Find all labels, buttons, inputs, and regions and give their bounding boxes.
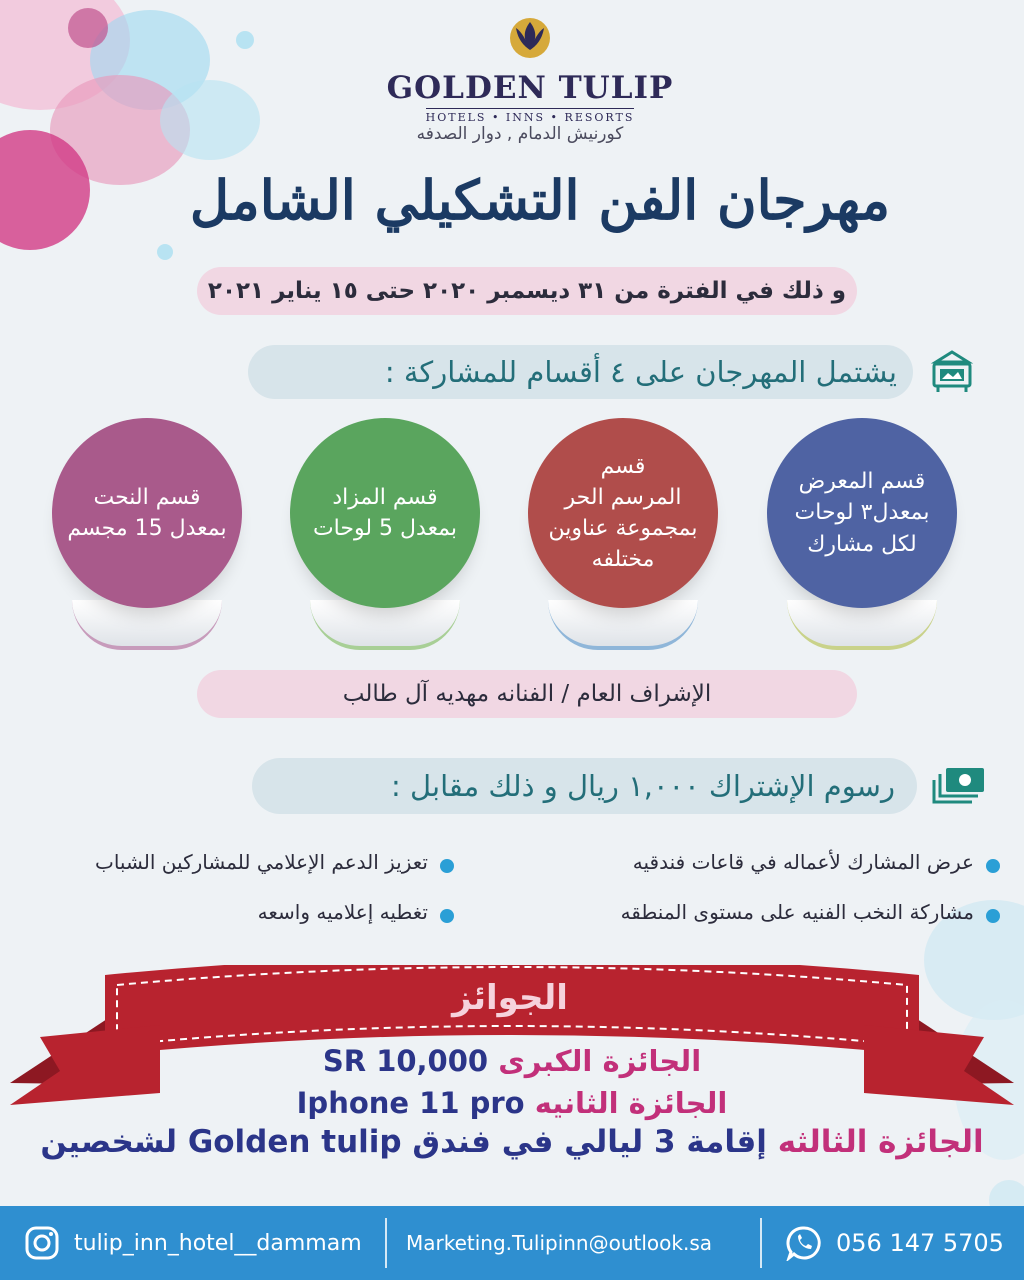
benefit-item: تعزيز الدعم الإعلامي للمشاركين الشباب [4,850,454,874]
prize-second-label: الجائزة الثانيه [534,1086,728,1120]
whatsapp-icon [786,1225,822,1261]
prize-third [0,1124,1024,1160]
footer-divider [385,1218,387,1268]
section-sculpture: قسم النحت بمعدل 15 مجسم [52,418,242,608]
benefit-item: تغطيه إعلاميه واسعه [4,900,454,924]
tulip-logo-icon [506,14,554,62]
prizes-title: الجوائز [452,978,568,1018]
instagram-icon [24,1225,60,1261]
hotel-location: كورنيش الدمام , دوار الصدفه [416,124,624,144]
section-free-studio: قسم المرسم الحر بمجموعة عناوين مختلفه [528,418,718,608]
phone-number: 056 147 5705 [836,1229,1004,1257]
prize-second [0,1086,1024,1120]
prize-second-value: Iphone 11 pro [296,1086,525,1120]
phone-link[interactable] [786,1206,1004,1280]
supervision: الإشراف العام / الفنانه مهديه آل طالب [197,670,857,718]
prize-third-value: إقامة 3 ليالي في فندق Golden tulip لشخصين [40,1124,767,1160]
footer-divider [760,1218,762,1268]
festival-title: مهرجان الفن التشكيلي الشامل [189,168,891,232]
benefit-item: مشاركة النخب الفنيه على مستوى المنطقه [520,900,1000,924]
gallery-icon [928,348,976,396]
section-exhibition: قسم المعرض بمعدل٣ لوحات لكل مشارك [767,418,957,608]
sections-heading: يشتمل المهرجان على ٤ أقسام للمشاركة : [248,345,913,399]
prize-third-label: الجائزة الثالثه [777,1124,984,1160]
email-address: Marketing.Tulipinn@outlook.sa [406,1231,713,1255]
prize-first-label: الجائزة الكبرى [498,1044,702,1078]
brand-tagline: HOTELS • INNS • RESORTS [426,108,635,124]
fee-heading: رسوم الإشتراك ١,٠٠٠ ريال و ذلك مقابل : [252,758,917,814]
brand-logo [380,14,680,125]
prize-first [0,1044,1024,1078]
instagram-link[interactable] [24,1206,362,1280]
email-link[interactable] [406,1206,712,1280]
benefit-item: عرض المشارك لأعماله في قاعات فندقيه [520,850,1000,874]
date-range: و ذلك في الفترة من ٣١ ديسمبر ٢٠٢٠ حتى ١٥ يناير ٢٠٢١ [197,267,857,315]
prize-first-value: 10,000 SR [322,1044,489,1078]
brand-name: GOLDEN TULIP [386,70,674,106]
money-icon [932,764,986,808]
section-auction: قسم المزاد بمعدل 5 لوحات [290,418,480,608]
instagram-handle: tulip_inn_hotel__dammam [74,1230,362,1256]
contact-footer [0,1206,1024,1280]
